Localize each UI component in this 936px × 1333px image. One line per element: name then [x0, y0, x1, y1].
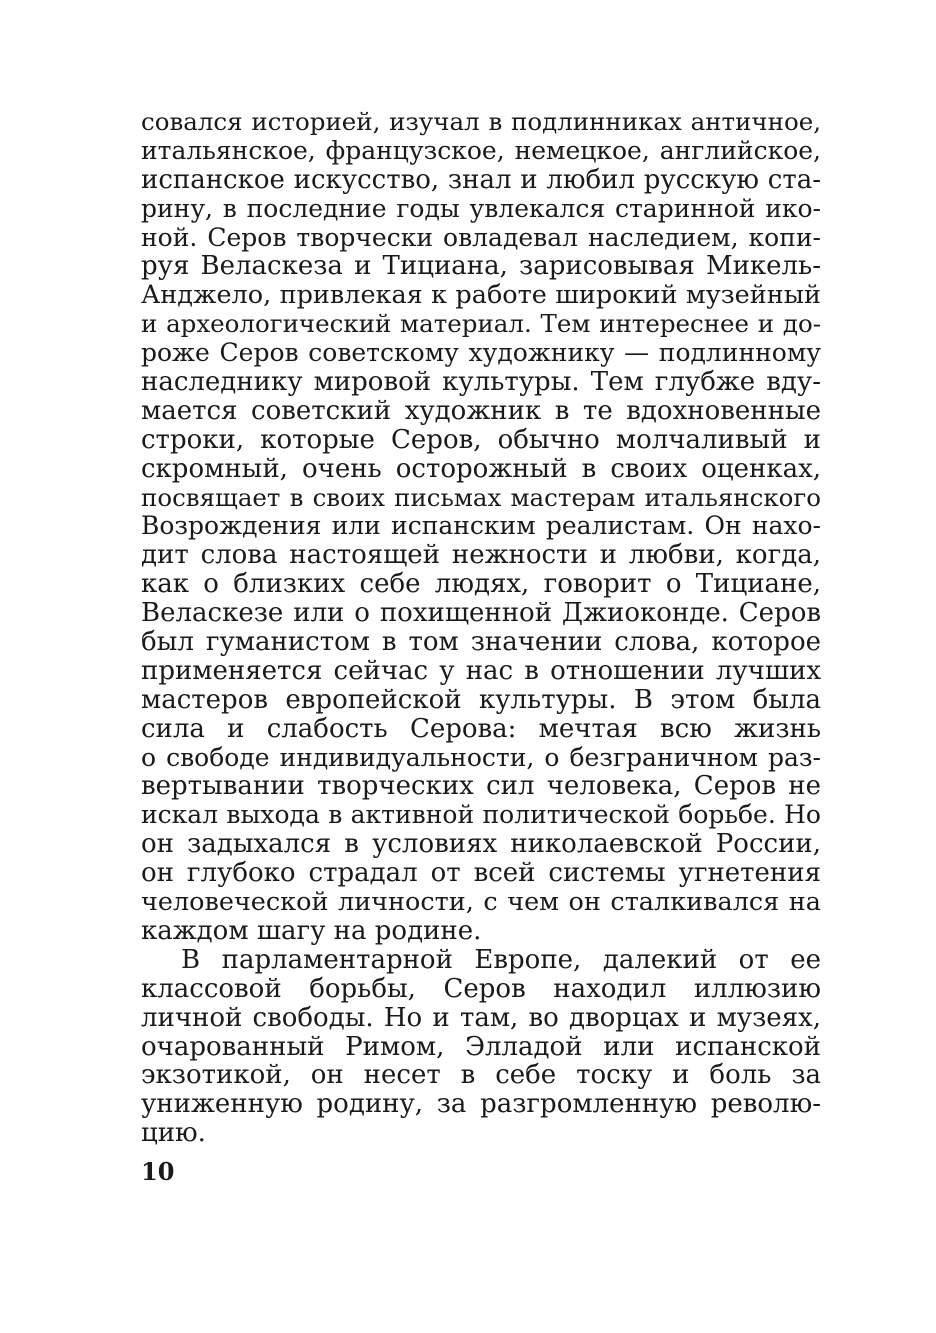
- text-line: он задыхался в условиях николаевской России,: [141, 829, 821, 860]
- text-line: применяется сейчас у нас в отношении лучших: [141, 655, 821, 686]
- text-line: и археологический материал. Тем интереснее и до-: [141, 309, 821, 339]
- body-text: [141, 108, 821, 1148]
- text-line: был гуманистом в том значении слова, которое: [141, 627, 821, 658]
- text-line: о свободе индивидуальности, о безграничном раз-: [141, 742, 821, 772]
- text-line: Анджело, привлекая к работе широкий музейный: [141, 280, 821, 311]
- text-line: ной. Серов творчески овладевал наследием, копи-: [141, 222, 821, 252]
- text-line: он глубоко страдал от всей системы угнетения: [141, 858, 821, 889]
- text-line: роже Серов советскому художнику — подлинному: [141, 338, 821, 368]
- text-line: Возрождения или испанским реалистам. Он нахо-: [141, 511, 821, 541]
- text-line: посвящает в своих письмах мастерам итальянского: [141, 482, 821, 512]
- text-line: строки, которые Серов, обычно молчаливый и: [141, 424, 821, 455]
- text-line: мается советский художник в те вдохновенные: [141, 395, 821, 426]
- text-line: искал выхода в активной политической борьбе. Но: [141, 800, 821, 830]
- text-line: каждом шагу на родине.: [141, 915, 482, 946]
- text-line: скромный, очень осторожный в своих оценках,: [141, 453, 821, 484]
- text-line: совался историей, изучал в подлинниках античное,: [141, 107, 821, 136]
- text-line: классовой борьбы, Серов находил иллюзию: [141, 973, 821, 1004]
- text-line: наследнику мировой культуры. Тем глубже вду-: [141, 367, 821, 398]
- text-line: Веласкезе или о похищенной Джиоконде. Серов: [141, 598, 821, 629]
- text-line: человеческой личности, с чем он сталкивался на: [141, 887, 821, 918]
- text-line: экзотикой, он несет в себе тоску и боль за: [141, 1060, 821, 1091]
- text-line: рину, в последние годы увлекался старинной ико-: [141, 193, 821, 223]
- text-line: испанское искусство, знал и любил русскую ста-: [141, 164, 821, 195]
- text-line: руя Веласкеза и Тициана, зарисовывая Микель-: [141, 251, 821, 282]
- text-line: вертывании творческих сил человека, Серов не: [141, 771, 821, 802]
- text-line: униженную родину, за разгромленную револю-: [141, 1089, 821, 1120]
- text-line: В парламентарной Европе, далекий от ее: [181, 944, 821, 975]
- text-line: цию.: [141, 1118, 206, 1149]
- text-line: личной свободы. Но и там, во дворцах и музеях,: [141, 1002, 821, 1033]
- page-number: 10: [141, 1157, 175, 1186]
- text-line: мастеров европейской культуры. В этом была: [141, 684, 821, 715]
- text-line: сила и слабость Серова: мечтая всю жизнь: [141, 713, 821, 744]
- text-line: итальянское, французское, немецкое, английское,: [141, 135, 821, 165]
- text-line: дит слова настоящей нежности и любви, когда,: [141, 540, 821, 571]
- text-line: как о близких себе людях, говорит о Тициане,: [141, 569, 821, 600]
- text-line: очарованный Римом, Элладой или испанской: [141, 1031, 821, 1062]
